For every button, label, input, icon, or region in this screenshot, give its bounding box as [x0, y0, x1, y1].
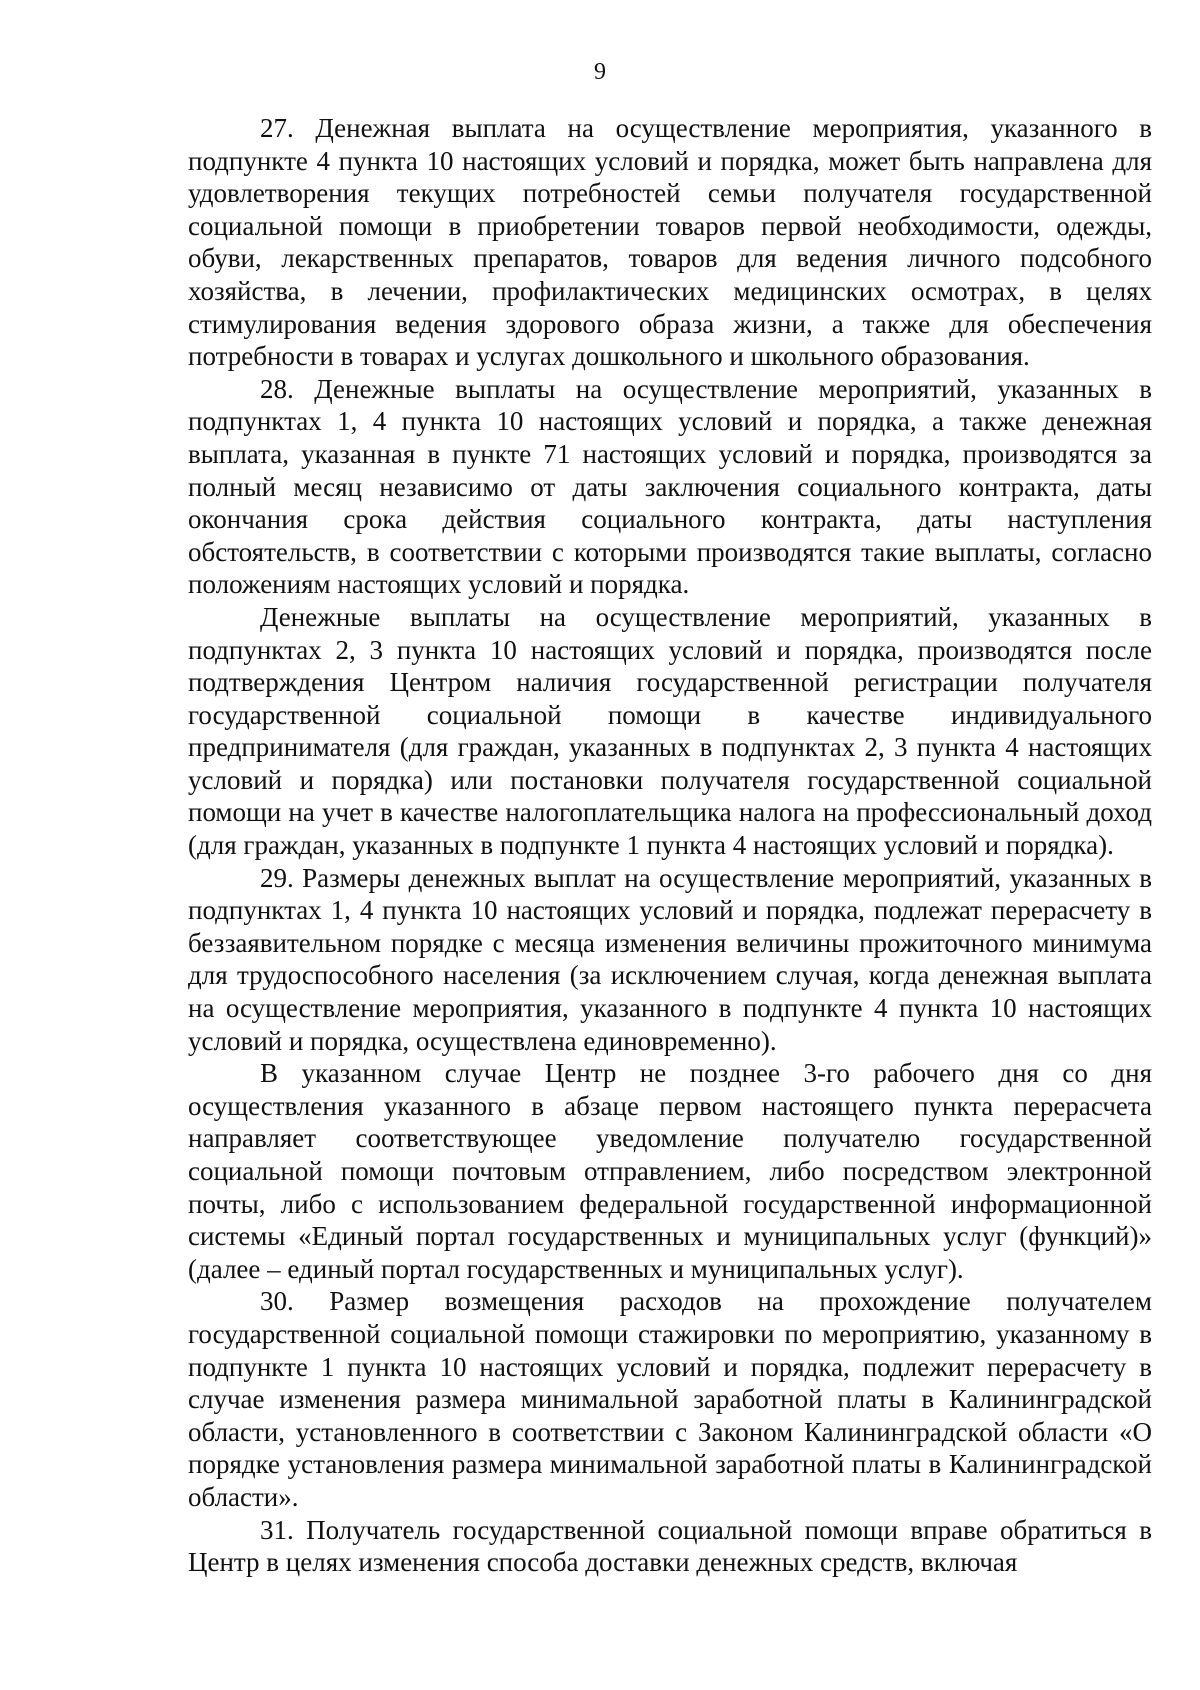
paragraph-31: 31. Получатель государственной социальной помощи вправе обратиться в Центр в целях изменения способа доставки денежных средств, включая — [188, 1514, 1152, 1578]
document-body — [188, 112, 1152, 1579]
paragraph-30: 30. Размер возмещения расходов на прохождение получателем государственной социальной помощи стажировки по мероприятию, указанному в подпункте 1 пункта 10 настоящих условий и порядка, подлежит перерасчету в случае изменения размера минимальной заработной платы в Калининградской области, установленного в соответствии с Законом Калининградской области «О порядке установления размера минимальной заработной платы в Калининградской области». — [188, 1286, 1152, 1512]
page-number: 9 — [594, 59, 606, 85]
paragraph-29-continued: В указанном случае Центр не позднее 3-го рабочего дня со дня осуществления указанного в абзаце первом настоящего пункта перерасчета направляет соответствующее уведомление получателю государственной социальной помощи почтовым отправлением, либо посредством электронной почты, либо с использованием федеральной государственной информационной системы «Единый портал государственных и муниципальных услуг (функций)» (далее – единый портал государственных и муниципальных услуг). — [188, 1058, 1152, 1284]
paragraph-28-continued: Денежные выплаты на осуществление мероприятий, указанных в подпунктах 2, 3 пункта 10 настоящих условий и порядка, производятся после подтверждения Центром наличия государственной регистрации получателя государственной социальной помощи в качестве индивидуального предпринимателя (для граждан, указанных в подпунктах 2, 3 пункта 4 настоящих условий и порядка) или постановки получателя государственной социальной помощи на учет в качестве налогоплательщика налога на профессиональный доход (для граждан, указанных в подпункте 1 пункта 4 настоящих условий и порядка). — [188, 601, 1152, 861]
paragraph-27: 27. Денежная выплата на осуществление мероприятия, указанного в подпункте 4 пункта 10 настоящих условий и порядка, может быть направлена для удовлетворения текущих потребностей семьи получателя государственной социальной помощи в приобретении товаров первой необходимости, одежды, обуви, лекарственных препаратов, товаров для ведения личного подсобного хозяйства, в лечении, профилактических медицинских осмотрах, в целях стимулирования ведения здорового образа жизни, а также для обеспечения потребности в товарах и услугах дошкольного и школьного образования. — [188, 113, 1152, 372]
paragraph-29: 29. Размеры денежных выплат на осуществление мероприятий, указанных в подпунктах 1, 4 пункта 10 настоящих условий и порядка, подлежат перерасчету в беззаявительном порядке с месяца изменения величины прожиточного минимума для трудоспособного населения (за исключением случая, когда денежная выплата на осуществление мероприятия, указанного в подпункте 4 пункта 10 настоящих условий и порядка, осуществлена единовременно). — [188, 862, 1152, 1056]
paragraph-28: 28. Денежные выплаты на осуществление мероприятий, указанных в подпунктах 1, 4 пункта 10 настоящих условий и порядка, а также денежная выплата, указанная в пункте 71 настоящих условий и порядка, производятся за полный месяц независимо от даты заключения социального контракта, даты окончания срока действия социального контракта, даты наступления обстоятельств, в соответствии с которыми производятся такие выплаты, согласно положениям настоящих условий и порядка. — [188, 373, 1152, 600]
